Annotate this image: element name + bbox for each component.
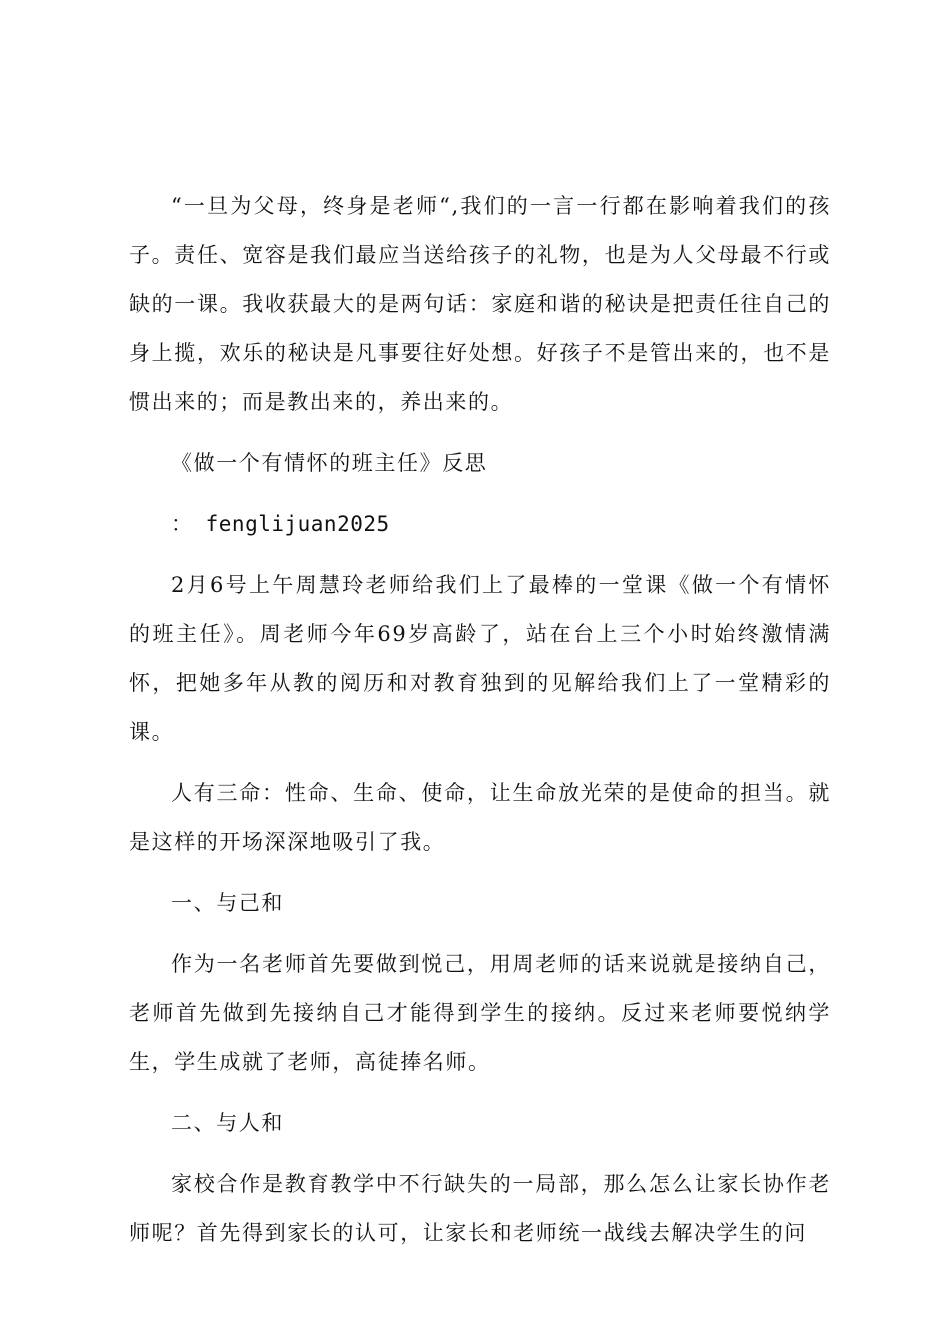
paragraph-self: 作为一名老师首先要做到悦己，用周老师的话来说就是接纳自己，老师首先做到先接纳自己才能得到学生的接纳。反过来老师要悦纳学生，学生成就了老师，高徒捧名师。 <box>129 952 831 1074</box>
section-heading-others: 二、与人和 <box>171 1111 284 1135</box>
paragraph-intro: 2月6号上午周慧玲老师给我们上了最棒的一堂课《做一个有情怀的班主任》。周老师今年69岁高龄了，站在台上三个小时始终激情满怀，把她多年从教的阅历和对教育独到的见解给我们上了一堂精彩的课。 <box>129 573 831 744</box>
paragraph-parenting: “一旦为父母，终身是老师“,我们的一言一行都在影响着我们的孩子。责任、宽容是我们最应当送给孩子的礼物，也是为人父母最不行或缺的一课。我收获最大的是两句话：家庭和谐的秘诀是把责任往自己的身上揽，欢乐的秘诀是凡事要往好处想。好孩子不是管出来的，也不是惯出来的；而是教出来的，养出来的。 <box>129 194 831 414</box>
article-title: 《做一个有情怀的班主任》反思 <box>171 451 488 475</box>
section-heading-self: 一、与己和 <box>171 891 284 915</box>
document-body <box>129 182 831 1258</box>
paragraph-three-lives: 人有三命：性命、生命、使命，让生命放光荣的是使命的担当。就是这样的开场深深地吸引了我。 <box>129 781 831 854</box>
paragraph-others: 家校合作是教育教学中不行缺失的一局部，那么怎么让家长协作老师呢？首先得到家长的认可，让家长和老师统一战线去解决学生的问 <box>129 1172 831 1245</box>
article-author: ： fenglijuan2025 <box>171 512 390 536</box>
